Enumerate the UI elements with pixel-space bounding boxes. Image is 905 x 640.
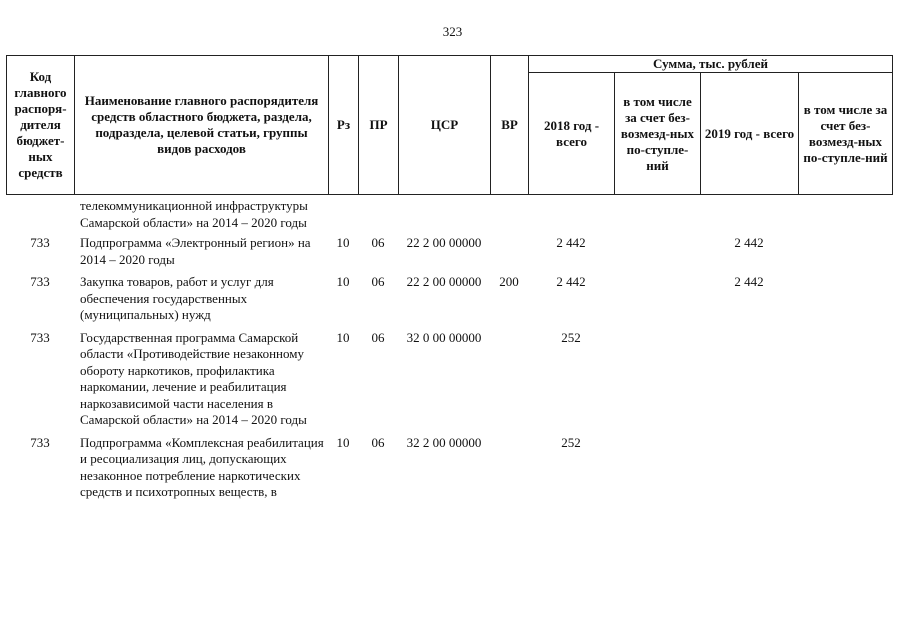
header-vr: ВР — [491, 56, 529, 195]
cell-2019-gratis — [798, 431, 892, 503]
cell-2018-total: 252 — [561, 434, 581, 450]
cell-code — [6, 198, 74, 231]
cell-code: 733 — [30, 329, 50, 345]
cell-code: 733 — [30, 274, 50, 289]
header-2018-total: 2018 год - всего — [529, 73, 615, 195]
cell-csr: 22 2 00 00000 — [406, 235, 482, 250]
cell-rz: 10 — [336, 274, 350, 289]
cell-vr — [490, 326, 528, 431]
cell-rz: 10 — [336, 434, 350, 450]
cell-name: телекоммуникационной инфраструктуры Самарской области» на 2014 – 2020 годы — [80, 198, 308, 230]
cell-2019-total: 2 442 — [734, 274, 764, 289]
cell-rz — [328, 198, 358, 231]
cell-csr: 32 0 00 00000 — [406, 329, 482, 345]
page-number: 323 — [442, 24, 463, 39]
header-code: Код главного распоря-дителя бюджет-ных средств — [7, 56, 75, 195]
cell-name: Закупка товаров, работ и услуг для обеспечения государственных (муниципальных) нужд — [80, 274, 274, 322]
cell-csr — [398, 198, 490, 231]
cell-2018-total — [528, 198, 614, 231]
cell-rz: 10 — [336, 329, 350, 345]
cell-2019-gratis — [798, 231, 892, 270]
cell-code: 733 — [30, 434, 50, 450]
cell-2018-gratis — [614, 431, 700, 503]
header-2019-total: 2019 год - всего — [701, 73, 799, 195]
table-row — [6, 231, 892, 270]
header-2019-gratis: в том числе за счет без-возмезд-ных по-ступле-ний — [799, 73, 893, 195]
cell-name: Подпрограмма «Электронный регион» на 2014 – 2020 годы — [80, 235, 311, 267]
cell-vr: 200 — [499, 274, 519, 289]
table-row — [6, 198, 892, 231]
cell-vr — [490, 198, 528, 231]
cell-name: Подпрограмма «Комплексная реабилитация и ресоциализация лиц, допускающих незаконное потребление наркотических средств и психотропных веществ, в — [80, 434, 324, 499]
cell-pr: 06 — [371, 329, 385, 345]
cell-2019-total — [700, 431, 798, 503]
cell-vr — [490, 231, 528, 270]
cell-2018-gratis — [614, 270, 700, 326]
table-row — [6, 270, 892, 326]
cell-2018-gratis — [614, 326, 700, 431]
cell-name: Государственная программа Самарской области «Противодействие незаконному обороту наркотиков, профилактика наркомании, лечение и реабилитация наркозависимой части населения в Самарской области» на 2014 – 2020 годы — [80, 329, 307, 427]
cell-2018-gratis — [614, 198, 700, 231]
cell-2018-total: 2 442 — [556, 235, 586, 250]
cell-code: 733 — [30, 235, 50, 250]
cell-2018-total: 252 — [561, 329, 581, 345]
header-sum: Сумма, тыс. рублей — [529, 56, 893, 73]
cell-2019-gratis — [798, 198, 892, 231]
table-header — [6, 55, 893, 195]
cell-pr — [358, 198, 398, 231]
cell-2019-total: 2 442 — [734, 235, 764, 250]
cell-rz: 10 — [336, 235, 350, 250]
cell-2019-gratis — [798, 326, 892, 431]
cell-2018-gratis — [614, 231, 700, 270]
cell-2019-gratis — [798, 270, 892, 326]
header-pr: ПР — [359, 56, 399, 195]
cell-2018-total: 2 442 — [556, 274, 586, 289]
table-row — [6, 326, 892, 431]
cell-pr: 06 — [371, 434, 385, 450]
cell-vr — [490, 431, 528, 503]
cell-pr: 06 — [371, 235, 385, 250]
header-2018-gratis: в том числе за счет без-возмезд-ных по-ступле-ний — [615, 73, 701, 195]
cell-pr: 06 — [371, 274, 385, 289]
cell-csr: 22 2 00 00000 — [406, 274, 482, 289]
cell-2019-total — [700, 326, 798, 431]
header-rz: Рз — [329, 56, 359, 195]
header-name: Наименование главного распорядителя средств областного бюджета, раздела, подраздела, целевой статьи, группы видов расходов — [75, 56, 329, 195]
cell-csr: 32 2 00 00000 — [406, 434, 482, 450]
header-csr: ЦСР — [399, 56, 491, 195]
table-body — [6, 198, 892, 503]
table-row — [6, 431, 892, 503]
cell-2019-total — [700, 198, 798, 231]
